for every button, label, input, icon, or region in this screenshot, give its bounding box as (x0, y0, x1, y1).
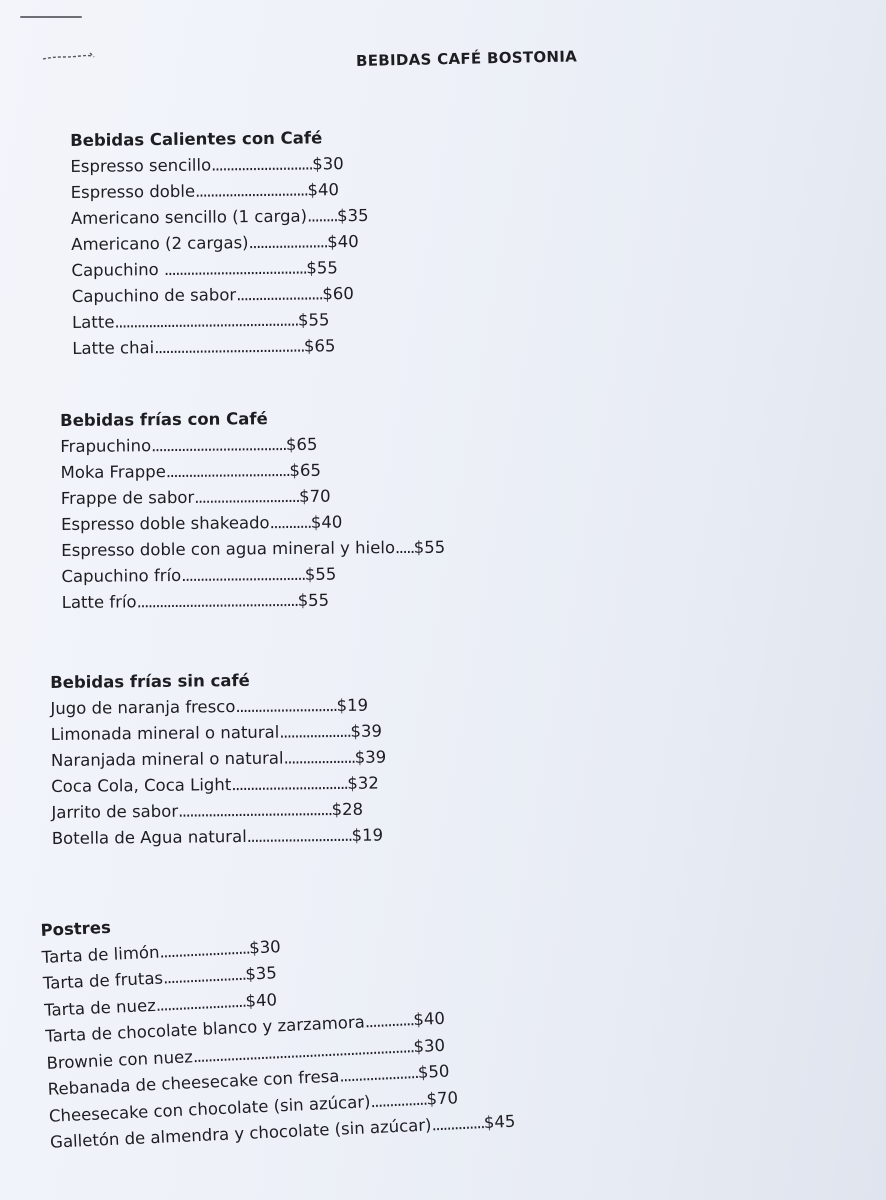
menu-item: Espresso doble..............................$40 (70, 180, 340, 202)
menu-item: Jarrito de sabor.........................................$28 (51, 799, 364, 822)
menu-item: Espresso doble shakeado...........$40 (60, 512, 343, 534)
section-heading: Bebidas frías con Café (60, 409, 268, 430)
menu-item: Americano sencillo (1 carga)........$35 (70, 205, 369, 228)
item-price: $55 (306, 258, 338, 278)
menu-item: Espresso sencillo...........................$30 (70, 154, 344, 176)
menu-item: Frapuchino....................................$65 (60, 434, 318, 456)
item-price: $65 (285, 434, 318, 455)
item-price: $55 (413, 537, 446, 557)
item-price: $30 (413, 1035, 446, 1056)
item-price: $70 (299, 486, 331, 506)
item-price: $40 (412, 1008, 446, 1030)
item-price: $55 (304, 564, 337, 584)
menu-title: BEBIDAS CAFÉ BOSTONIA (355, 47, 578, 70)
item-price: $39 (350, 721, 383, 741)
menu-item: Jugo de naranja fresco...........................$19 (50, 695, 369, 718)
item-price: $50 (417, 1061, 450, 1083)
item-price: $28 (331, 799, 364, 820)
section-desserts (40, 897, 516, 1156)
menu-item: Tarta de frutas......................$35 (42, 963, 278, 993)
item-price: $55 (297, 310, 330, 330)
item-price: $35 (244, 963, 278, 984)
item-price: $60 (322, 284, 354, 304)
item-price: $40 (310, 512, 343, 532)
menu-item: Brownie con nuez...........................................................$30 (46, 1035, 446, 1073)
section-cold-coffee (60, 405, 446, 616)
section-heading: Bebidas frías sin café (50, 670, 250, 692)
item-price: $30 (312, 154, 344, 174)
menu-item: Cheesecake con chocolate (sin azúcar)...............$70 (48, 1087, 459, 1126)
menu-item: Espresso doble con agua mineral y hielo.....$55 (61, 537, 446, 560)
item-price: $45 (483, 1111, 516, 1133)
menu-item: Naranjada mineral o natural...................$39 (50, 747, 387, 770)
item-price: $35 (336, 205, 369, 226)
section-cold-no-coffee (50, 666, 387, 852)
item-price: $19 (336, 695, 369, 716)
item-price: $40 (327, 231, 359, 252)
menu-item: Americano (2 cargas).....................$40 (71, 231, 359, 254)
menu-item: Tarta de chocolate blanco y zarzamora.............$40 (44, 1008, 446, 1046)
pen-stroke-mark (20, 16, 82, 18)
menu-item: Tarta de nuez........................$40 (43, 989, 278, 1020)
menu-item: Capuchino de sabor.......................$60 (71, 284, 354, 306)
item-price: $40 (245, 989, 278, 1011)
item-price: $40 (307, 180, 340, 200)
item-price: $30 (248, 936, 282, 958)
item-price: $32 (347, 773, 379, 793)
menu-item: Botella de Agua natural............................$19 (51, 825, 384, 848)
menu-item: Latte chai........................................$65 (72, 336, 336, 358)
menu-item: Capuchino ......................................$55 (71, 258, 338, 280)
menu-item: Rebanada de cheesecake con fresa.....................$50 (47, 1061, 450, 1099)
section-heading: Postres (40, 917, 112, 940)
section-hot-coffee (70, 125, 370, 362)
item-price: $39 (354, 747, 387, 767)
menu-item: Tarta de limón........................$30 (41, 936, 282, 967)
menu-item: Frappe de sabor............................$70 (60, 486, 331, 508)
section-heading: Bebidas Calientes con Café (70, 128, 323, 150)
item-price: $19 (351, 825, 384, 845)
menu-item: Latte.................................................$55 (71, 310, 330, 332)
item-price: $65 (289, 460, 321, 481)
item-price: $55 (297, 590, 330, 610)
item-price: $65 (303, 336, 336, 356)
menu-item: Latte frío...........................................$55 (61, 590, 330, 612)
menu-item: Moka Frappe.................................$65 (60, 460, 321, 482)
pen-scribble-mark (42, 52, 98, 62)
menu-item: Coca Cola, Coca Light...............................$32 (51, 773, 379, 796)
menu-item: Galletón de almendra y chocolate (sin azúcar)..............$45 (49, 1111, 516, 1152)
item-price: $70 (426, 1087, 459, 1109)
menu-item: Capuchino frío.................................$55 (61, 564, 337, 586)
menu-item: Limonada mineral o natural...................$39 (50, 721, 383, 744)
